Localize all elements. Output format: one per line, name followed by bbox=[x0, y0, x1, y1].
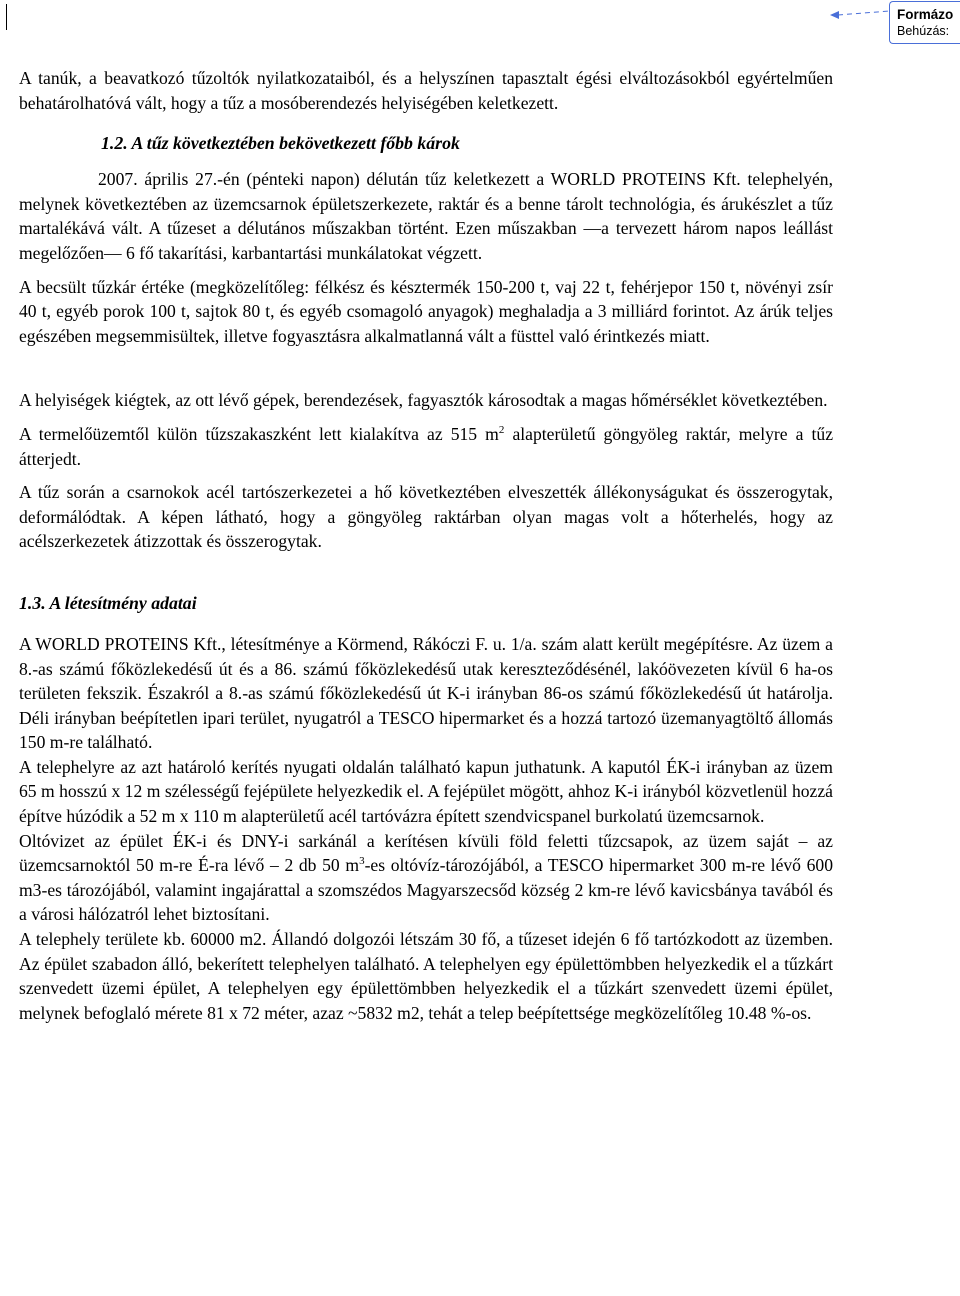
paragraph-9: A telephely területe kb. 60000 m2. Állandó dolgozói létszám 30 fő, a tűzeset idején 6 fő tartózkodott az üzemben. Az épület szabadon álló, bekerített telephelyen található. A telephelyen egy épülettömbben helyezkedik el a tűzkárt szenvedett üzemi épület, A telephelyen egy épülettömbben helyezkedik el a tűzkárt szenvedett üzemi épület, melynek befoglaló mérete 81 x 72 méter, azaz ~5832 m2, tehát a telep beépítettsége megközelítőleg 10.48 %-os. bbox=[19, 929, 833, 1023]
paragraph-8-text: Oltóvizet az épület ÉK-i és DNY-i sarkánál a kerítésen kívüli föld feletti tűzcsapok, az üzem saját – az üzemcsarnoktól 50 m-re É-ra lévő – 2 db 50 m bbox=[19, 830, 833, 876]
paragraph-8-text-end: -es oltóvíz-tározójából, a TESCO hipermarket 300 m-re lévő 600 m3-es tározójából, valamint ingajárattal a szomszédos Magyarszecsőd község 2 km-re lévő kavicsbánya tavából és a városi hálózatról lehet biztosítani. bbox=[19, 855, 834, 925]
formatting-comment-balloon[interactable] bbox=[889, 1, 960, 44]
comment-subtitle: Behúzás: bbox=[897, 24, 950, 38]
paragraph-4-text-end: alapterületű göngyöleg raktár, melyre a tűz átterjedt. bbox=[19, 423, 834, 469]
paragraph-8 bbox=[19, 829, 833, 927]
section-heading-1-3: 1.3. A létesítmény adatai bbox=[19, 592, 197, 613]
text-cursor bbox=[6, 4, 7, 30]
comment-connector-arrow-icon bbox=[830, 8, 890, 22]
superscript-2: 2 bbox=[498, 424, 505, 437]
paragraph-2: A becsült tűzkár értéke (megközelítőleg: félkész és késztermék 150-200 t, vaj 22 t, fehérjepor 150 t, növényi zsír 40 t, egyéb porok 100 t, sajtok 80 t, és egyéb csomagoló anyagok) meghaladja a 3 milliárd forintot. Az árúk teljes egészében megsemmisültek, illetve fogyasztásra alkalmatlanná vált a füsttel való érintkezés miatt. bbox=[19, 276, 833, 346]
paragraph-1: 2007. április 27.-én (pénteki napon) délután tűz keletkezett a WORLD PROTEINS Kft. telephelyén, melynek következtében az üzemcsarnok épületszerkezete, raktár és a benne tárolt technológia, és árukészlet a tűz martalékává vált. A tűzeset a délutános műszakban történt. Ezen műszakban —a tervezett három napos leállást megelőzően— 6 fő takarítási, karbantartási munkálatokat végzett. bbox=[19, 169, 833, 263]
paragraph-4-text: A termelőüzemtől külön tűzszakaszként lett kialakítva az 515 m bbox=[19, 423, 499, 444]
paragraph-5: A tűz során a csarnokok acél tartószerkezetei a hő következtében elveszették állékonyságukat és összerogytak, deformálódtak. A képen látható, hogy a göngyöleg raktárban olyan magas volt a hőterhelés, hogy az acélszerkezetek átizzottak és összerogytak. bbox=[19, 482, 833, 552]
paragraph-7: A telephelyre az azt határoló kerítés nyugati oldalán található kapun juthatunk. A kaputól ÉK-i irányban az üzem 65 m hosszú x 12 m szélességű fejépülete helyezkedik el. A fejépület mögött, ahhoz K-i irányból közvetlenül hozzá építve húzódik a 52 m x 110 m alapterületű acél tartóvázra épített szendvicspanel burkolatú üzemcsarnok. bbox=[19, 756, 833, 827]
paragraph-intro: A tanúk, a beavatkozó tűzoltók nyilatkozataiból, és a helyszínen tapasztalt égési elváltozásokból egyértelműen behatárolhatóvá vált, hogy a tűz a mosóberendezés helyiségében keletkezett. bbox=[19, 68, 833, 113]
superscript-3: 3 bbox=[359, 855, 365, 868]
comment-title: Formázo bbox=[897, 7, 954, 22]
paragraph-6: A WORLD PROTEINS Kft., létesítménye a Körmend, Rákóczi F. u. 1/a. szám alatt került megépítésre. Az üzem a 8.-as számú főközlekedésű út és a 86. számú főközlekedésű utak kereszteződésénél, lakóövezeten kívül 6 ha-os területen fekszik. Északról a 8.-as számú főközlekedésű út K-i irányban 86-os számú főközlekedésű út határolja. Déli irányban beépítetlen ipari terület, nyugatról a TESCO hipermarket és a hozzá tartozó üzemanyagtöltő állomás 150 m-re található. bbox=[19, 633, 833, 753]
section-heading-1-2: 1.2. A tűz következtében bekövetkezett főbb károk bbox=[101, 133, 460, 154]
paragraph-3: A helyiségek kiégtek, az ott lévő gépek, berendezések, fagyasztók károsodtak a magas hőmérséklet következtében. bbox=[19, 390, 828, 411]
paragraph-4 bbox=[19, 422, 833, 471]
document-body bbox=[19, 66, 833, 1025]
